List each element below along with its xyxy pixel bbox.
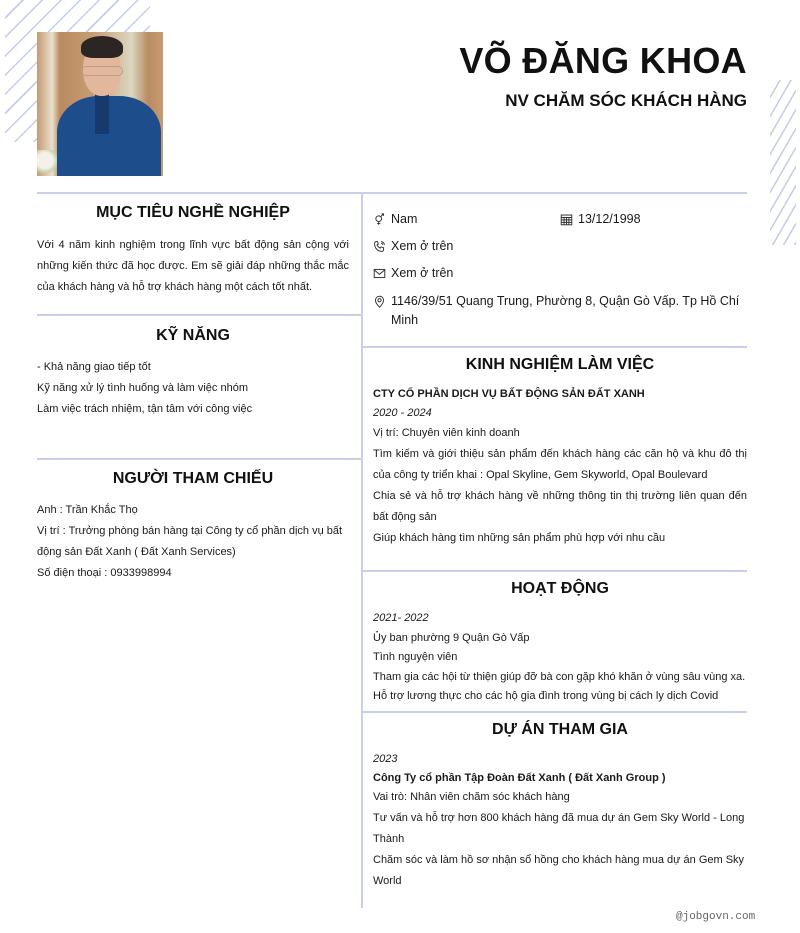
activities-item: Tham gia các hội từ thiện giúp đỡ bà con gặp khó khăn ở vùng sâu vùng xa.: [373, 670, 746, 683]
divider-experience-activities: [361, 570, 747, 572]
column-divider: [361, 192, 363, 908]
watermark: @jobgovn.com: [676, 911, 756, 923]
email-row: [373, 264, 453, 283]
experience-company: CTY CỔ PHẦN DỊCH VỤ BẤT ĐỘNG SẢN ĐẤT XANH: [373, 388, 645, 400]
projects-company: Công Ty cổ phần Tập Đoàn Đất Xanh ( Đất Xanh Group ): [373, 772, 666, 784]
birthday-value: 13/12/1998: [578, 212, 641, 226]
activities-title: HOẠT ĐỘNG: [511, 580, 609, 597]
address-value: 1146/39/51 Quang Trung, Phường 8, Quận Gò Vấp. Tp Hồ Chí Minh: [391, 294, 740, 327]
candidate-name: VÕ ĐĂNG KHOA: [459, 40, 747, 81]
skills-title: KỸ NĂNG: [156, 327, 230, 344]
photo-suit: [57, 96, 161, 176]
experience-duty: Giúp khách hàng tìm những sản phẩm phù hợp với nhu cầu: [373, 532, 666, 544]
reference-position: Vị trí : Trưởng phòng bán hàng tại Công ty cổ phần dịch vụ bất động sản Đất Xanh ( Đất Xanh Services): [37, 525, 343, 558]
photo-flower: [37, 150, 57, 176]
photo-shirt: [95, 94, 109, 134]
experience-duty: Chia sẻ và hỗ trợ khách hàng về những thông tin thị trường liên quan đến bất động sản: [373, 490, 747, 523]
references-title: NGƯỜI THAM CHIẾU: [112, 470, 274, 487]
activities-period: 2021- 2022: [373, 612, 429, 624]
email-value: Xem ở trên: [391, 266, 454, 280]
experience-period: 2020 - 2024: [373, 407, 432, 419]
experience-position: Vị trí: Chuyên viên kinh doanh: [373, 427, 520, 439]
reference-name: Anh : Trần Khắc Thọ: [37, 504, 138, 516]
skill-item: - Khả năng giao tiếp tốt: [37, 361, 151, 373]
phone-icon: [373, 240, 386, 253]
projects-item: Chăm sóc và làm hồ sơ nhận sổ hồng cho khách hàng mua dự án Gem Sky World: [373, 854, 745, 887]
gender-icon: [373, 213, 386, 226]
divider-activities-projects: [361, 711, 747, 713]
photo-hair: [81, 36, 123, 58]
skill-item: Làm việc trách nhiệm, tận tâm với công việc: [37, 403, 253, 415]
projects-item: Tư vấn và hỗ trợ hơn 800 khách hàng đã mua dự án Gem Sky World - Long Thành: [373, 812, 745, 845]
divider-objective-skills: [37, 314, 361, 316]
decorative-stripes-right: [770, 80, 796, 245]
skill-item: Kỹ năng xử lý tình huống và làm việc nhóm: [37, 382, 248, 394]
experience-duty: Tìm kiếm và giới thiệu sản phẩm đến khách hàng các căn hộ và khu đô thị của công ty triển khai : Opal Skyline, Gem Skyworld, Opal Boulevard: [373, 448, 747, 481]
activities-role: Tình nguyện viên: [373, 651, 458, 663]
experience-title: KINH NGHIỆM LÀM VIỆC: [465, 356, 655, 373]
calendar-icon: [560, 213, 573, 226]
photo-glasses: [81, 66, 123, 76]
profile-photo: [37, 32, 163, 176]
address-row: [373, 292, 747, 330]
career-objective-text: Với 4 năm kinh nghiệm trong lĩnh vực bất động sản cộng với những kiến thức đã học được. Em sẽ giải đáp những thắc mắc của khách hàng và hỗ trợ khách hàng một cách tốt nhất.: [37, 239, 349, 293]
phone-value: Xem ở trên: [391, 239, 454, 253]
projects-title: DỰ ÁN THAM GIA: [492, 721, 628, 738]
birthday-row: [560, 210, 641, 229]
projects-period: 2023: [373, 753, 398, 765]
reference-phone: Số điện thoại : 0933998994: [37, 567, 172, 579]
gender-value: Nam: [391, 212, 418, 226]
candidate-job-title: NV CHĂM SÓC KHÁCH HÀNG: [505, 91, 747, 110]
mail-icon: [373, 267, 386, 280]
divider-info-experience: [361, 346, 747, 348]
divider-skills-references: [37, 458, 361, 460]
phone-row: [373, 237, 453, 256]
activities-item: Hỗ trợ lương thực cho các hộ gia đình trong vùng bị cách ly dịch Covid: [373, 690, 719, 702]
projects-role: Vai trò: Nhân viên chăm sóc khách hàng: [373, 791, 570, 803]
career-objective-title: MỤC TIÊU NGHỀ NGHIỆP: [96, 204, 290, 221]
gender-row: [373, 210, 417, 229]
activities-organization: Ủy ban phường 9 Quận Gò Vấp: [373, 631, 530, 644]
header-divider: [37, 192, 747, 194]
location-icon: [373, 295, 386, 308]
